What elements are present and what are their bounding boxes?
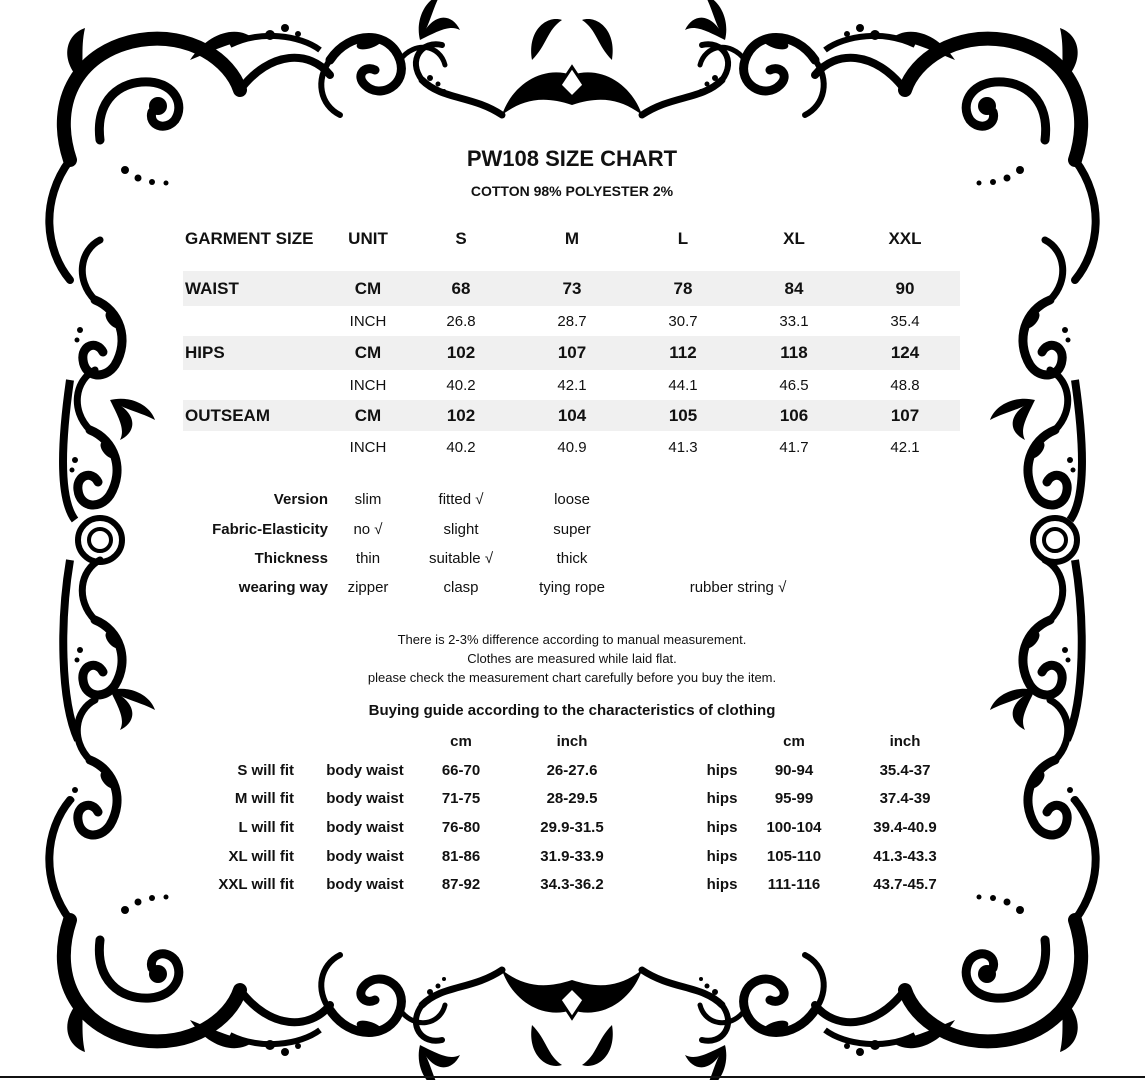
guide-inch: 26-27.6 [546, 762, 598, 779]
guide-cm: 76-80 [441, 819, 481, 836]
guide-cm: 66-70 [441, 762, 481, 779]
guide-part-hips: hips [706, 819, 738, 836]
guide-inch: 34.3-36.2 [540, 876, 604, 893]
cell-xxl: 107 [890, 406, 920, 425]
feature-option: slim [354, 491, 382, 508]
cell-m: 28.7 [557, 313, 587, 330]
row-label: OUTSEAM [185, 406, 270, 425]
cell-s: 102 [446, 343, 476, 362]
feature-option: clasp [443, 579, 479, 596]
row-unit: CM [354, 406, 382, 425]
guide-part-hips: hips [706, 762, 738, 779]
guide-cm-hips: 100-104 [766, 819, 822, 836]
header-size-m: M [564, 229, 580, 248]
guide-cm-hips: 111-116 [767, 876, 821, 893]
feature-label-version: Version [273, 491, 328, 508]
guide-size: XXL will fit [218, 876, 294, 893]
cell-xl: 106 [779, 406, 809, 425]
cell-s: 26.8 [446, 313, 476, 330]
cell-s: 102 [446, 406, 476, 425]
bottom-border-line [0, 1076, 1145, 1078]
row-label: WAIST [185, 279, 239, 298]
cell-xxl: 124 [890, 343, 920, 362]
guide-size: M will fit [234, 790, 294, 807]
buying-guide-title: Buying guide according to the characteristics of clothing [368, 702, 776, 719]
row-unit: INCH [349, 313, 387, 330]
row-unit: INCH [349, 377, 387, 394]
guide-part: body waist [326, 848, 404, 865]
feature-option: tying rope [539, 579, 605, 596]
cell-m: 104 [557, 406, 587, 425]
cell-m: 40.9 [557, 439, 587, 456]
header-garment-size: GARMENT SIZE [185, 229, 314, 248]
guide-header-inch-hips: inch [889, 733, 921, 750]
note-line: There is 2-3% difference according to manual measurement. [397, 632, 747, 647]
cell-s: 40.2 [446, 439, 476, 456]
feature-option: zipper [347, 579, 389, 596]
feature-label-wearing-way: wearing way [238, 579, 328, 596]
row-unit: INCH [349, 439, 387, 456]
cell-l: 78 [673, 279, 693, 298]
cell-m: 73 [562, 279, 582, 298]
note-line: Clothes are measured while laid flat. [467, 651, 677, 666]
guide-header-cm: cm [450, 733, 472, 750]
header-size-xl: XL [783, 229, 805, 248]
guide-cm-hips: 105-110 [766, 848, 822, 865]
guide-part: body waist [326, 819, 404, 836]
guide-part-hips: hips [706, 876, 738, 893]
feature-option: slight [443, 521, 479, 538]
feature-option: thin [355, 550, 381, 567]
note-line: please check the measurement chart carefully before you buy the item. [367, 670, 777, 685]
guide-part: body waist [326, 790, 404, 807]
guide-inch-hips: 41.3-43.3 [873, 848, 937, 865]
feature-option-selected: no √ [353, 521, 383, 538]
guide-cm-hips: 90-94 [774, 762, 814, 779]
cell-xxl: 90 [895, 279, 915, 298]
feature-option: thick [556, 550, 588, 567]
feature-label-thickness: Thickness [254, 550, 328, 567]
feature-label-elasticity: Fabric-Elasticity [212, 521, 328, 538]
guide-inch: 29.9-31.5 [540, 819, 604, 836]
cell-l: 30.7 [668, 313, 698, 330]
cell-xxl: 48.8 [890, 377, 920, 394]
guide-size: XL will fit [228, 848, 294, 865]
cell-l: 105 [668, 406, 698, 425]
guide-header-inch: inch [556, 733, 588, 750]
guide-inch: 31.9-33.9 [540, 848, 604, 865]
header-size-s: S [455, 229, 467, 248]
cell-s: 40.2 [446, 377, 476, 394]
cell-m: 107 [557, 343, 587, 362]
cell-xl: 33.1 [779, 313, 809, 330]
cell-m: 42.1 [557, 377, 587, 394]
feature-option: super [553, 521, 591, 538]
guide-cm-hips: 95-99 [774, 790, 814, 807]
feature-option-selected: rubber string √ [689, 579, 787, 596]
page-title: PW108 SIZE CHART [466, 146, 678, 171]
fabric-composition: COTTON 98% POLYESTER 2% [470, 183, 674, 199]
guide-size: S will fit [237, 762, 294, 779]
guide-part-hips: hips [706, 848, 738, 865]
row-unit: CM [354, 279, 382, 298]
feature-option: loose [554, 491, 590, 508]
row-label: HIPS [185, 343, 225, 362]
row-unit: CM [354, 343, 382, 362]
cell-xl: 46.5 [779, 377, 809, 394]
cell-xxl: 42.1 [890, 439, 920, 456]
header-unit: UNIT [348, 229, 388, 248]
cell-s: 68 [451, 279, 471, 298]
guide-inch-hips: 39.4-40.9 [873, 819, 937, 836]
guide-cm: 87-92 [441, 876, 481, 893]
feature-option-selected: suitable √ [428, 550, 494, 567]
guide-cm: 81-86 [441, 848, 481, 865]
feature-option-selected: fitted √ [438, 491, 484, 508]
guide-size: L will fit [238, 819, 294, 836]
guide-inch-hips: 43.7-45.7 [873, 876, 937, 893]
cell-l: 112 [669, 343, 697, 362]
cell-xl: 84 [784, 279, 804, 298]
guide-inch-hips: 35.4-37 [879, 762, 931, 779]
cell-l: 44.1 [668, 377, 698, 394]
guide-inch: 28-29.5 [546, 790, 598, 807]
guide-part: body waist [326, 762, 404, 779]
cell-xl: 118 [780, 343, 808, 362]
guide-part-hips: hips [706, 790, 738, 807]
guide-cm: 71-75 [441, 790, 481, 807]
cell-xxl: 35.4 [890, 313, 920, 330]
header-size-xxl: XXL [888, 229, 922, 248]
guide-part: body waist [326, 876, 404, 893]
header-size-l: L [677, 229, 689, 248]
cell-l: 41.3 [668, 439, 698, 456]
guide-header-cm-hips: cm [783, 733, 805, 750]
guide-inch-hips: 37.4-39 [879, 790, 931, 807]
cell-xl: 41.7 [779, 439, 809, 456]
